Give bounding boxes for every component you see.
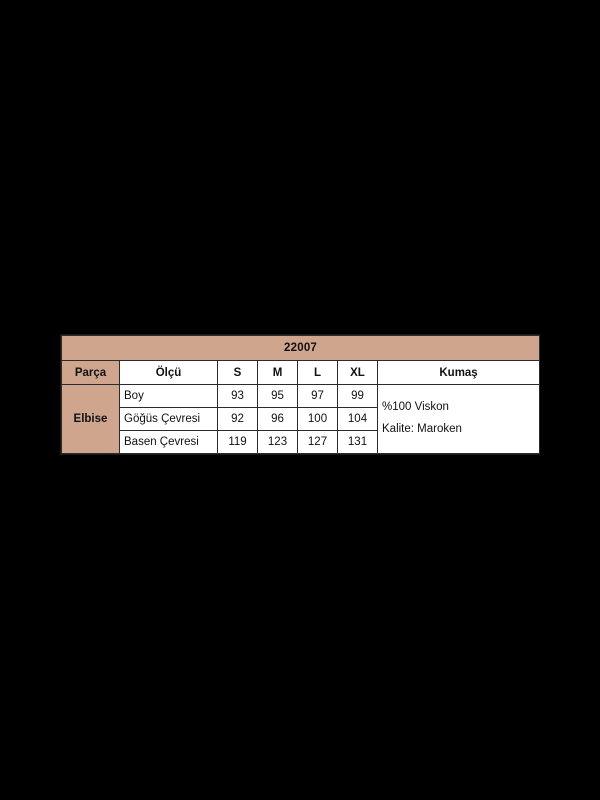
value-m: 123 [258,431,298,454]
fabric-info [378,385,540,454]
measure-label: Göğüs Çevresi [120,408,218,431]
table-row-header [62,361,540,385]
part-name-elbise: Elbise [62,385,120,454]
measure-label: Basen Çevresi [120,431,218,454]
header-size-l: L [298,361,338,385]
header-measure: Ölçü [120,361,218,385]
value-m: 96 [258,408,298,431]
table-row-title [62,336,540,361]
header-fabric: Kumaş [378,361,540,385]
value-l: 97 [298,385,338,408]
header-size-s: S [218,361,258,385]
header-size-xl: XL [338,361,378,385]
size-chart [60,334,540,455]
header-size-m: M [258,361,298,385]
value-s: 92 [218,408,258,431]
value-l: 100 [298,408,338,431]
value-xl: 131 [338,431,378,454]
value-m: 95 [258,385,298,408]
fabric-composition: %100 Viskon [382,401,449,414]
size-table [61,335,540,454]
product-code-title: 22007 [62,336,540,361]
value-l: 127 [298,431,338,454]
value-xl: 104 [338,408,378,431]
fabric-quality: Kalite: Maroken [382,423,462,435]
header-part: Parça [62,361,120,385]
measure-label: Boy [120,385,218,408]
table-row [62,385,540,408]
value-s: 93 [218,385,258,408]
value-s: 119 [218,431,258,454]
value-xl: 99 [338,385,378,408]
